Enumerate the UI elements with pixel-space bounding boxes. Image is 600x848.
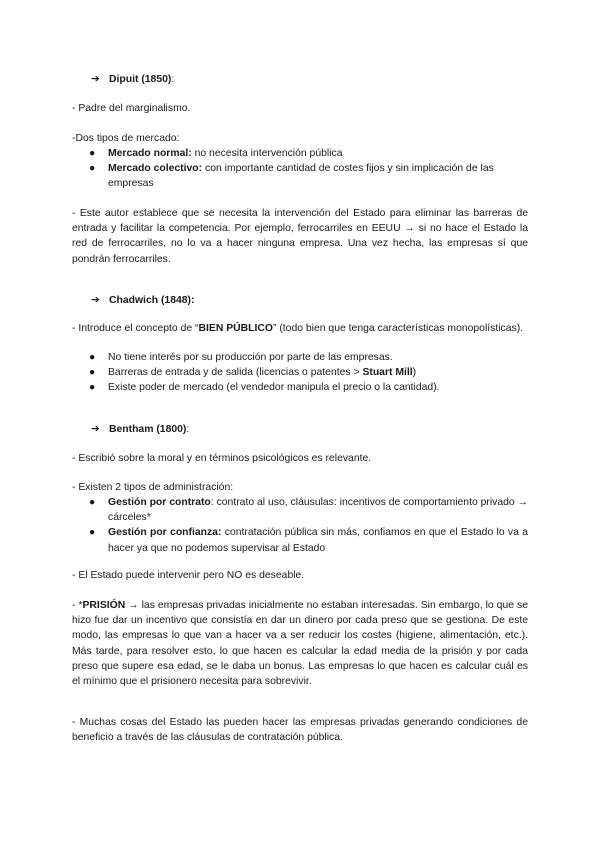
paragraph: - Escribió sobre la moral y en términos psicológicos es relevante. (72, 453, 372, 464)
list-item (72, 525, 528, 555)
item-text: ) (412, 367, 417, 379)
list-item (72, 495, 528, 525)
heading-suffix: : (186, 424, 190, 435)
definition: no necesita intervención pública (191, 148, 343, 159)
heading-name: Dipuit (1850) (109, 74, 172, 85)
list-item (72, 380, 528, 395)
arrow-icon: ➔ (91, 424, 100, 435)
heading-bentham (91, 422, 189, 437)
item-text: Barreras de entrada y de salida (licencias o patentes > (108, 367, 363, 379)
text: - Introduce el concepto de “ (72, 323, 199, 334)
list-item (72, 350, 528, 365)
definition: contratación pública sin más, confiamos en que el Estado lo va a hacer ya que no podemos supervisar al Estado (108, 527, 528, 554)
term: PRISIÓN (82, 600, 126, 611)
text: ” (todo bien que tenga características monopolísticas). (272, 323, 524, 334)
paragraph: - El Estado puede intervenir pero NO es deseable. (72, 570, 305, 581)
text: → las empresas privadas inicialmente no estaban interesadas. Sin embargo, lo que se hizo fue dar un incentivo que consistía en dar un dinero por cada preso que se gestiona. De este modo, las empresas lo que van a hacer va a ser reducir los costes (higiene, alimentación, etc.). Más tarde, para resolver esto, lo que hacen es calcular la edad media de la prisión y por cada preso que supere esa edad, se le daba un bonus. Las empresas lo que hacen es calcular cuál es el mínimo que el prisionero necesita para sobrevivir. (72, 600, 528, 688)
text: - * (72, 600, 83, 611)
heading-dipuit (91, 72, 174, 87)
term: Gestión por contrato (108, 497, 211, 508)
list-item (72, 146, 528, 161)
term: Mercado colectivo: (108, 163, 203, 175)
list-item (72, 161, 528, 191)
term: Gestión por confianza: (108, 527, 222, 539)
list-intro: - Existen 2 tipos de administración: (72, 482, 234, 493)
term: BIEN PÚBLICO (198, 323, 273, 334)
heading-chadwich (91, 293, 194, 308)
heading-name: Bentham (1800) (109, 424, 187, 435)
paragraph: - Muchas cosas del Estado las pueden hacer las empresas privadas generando condiciones de beneficio a través de las cláusulas de contratación pública. (72, 717, 528, 744)
paragraph-prison (72, 598, 528, 689)
definition: : contrato al uso, cláusulas: incentivos de comportamiento privado → cárceles* (108, 497, 529, 524)
bullet-icon: ● (89, 382, 96, 394)
bullet-icon: ● (89, 527, 96, 539)
definition: con importante cantidad de costes fijos y sin implicación de las empresas (108, 163, 494, 190)
bullet-icon: ● (89, 352, 96, 363)
bullet-list-market-types (72, 146, 528, 192)
bullet-icon: ● (89, 163, 96, 175)
bullet-icon: ● (89, 148, 96, 159)
arrow-icon: ➔ (91, 74, 100, 85)
heading-suffix: : (171, 74, 175, 85)
bullet-list-administration (72, 495, 528, 556)
bullet-icon: ● (89, 367, 96, 379)
item-text: Existe poder de mercado (el vendedor manipula el precio o la cantidad). (108, 382, 440, 394)
item-text: No tiene interés por su producción por parte de las empresas. (108, 352, 393, 363)
list-intro: -Dos tipos de mercado: (72, 133, 180, 144)
paragraph-public-good (72, 321, 528, 336)
term: Stuart Mill (362, 367, 413, 379)
paragraph: - Este autor establece que se necesita la intervención del Estado para eliminar las barreras de entrada y facilitar la competencia. Por ejemplo, ferrocarriles en EEUU → si no hace el Estado la red de ferrocarriles, no lo va a hacer ninguna empresa. Una vez hecha, las empresas sí que pondrán ferrocarriles. (72, 208, 528, 265)
paragraph: - Padre del marginalismo. (72, 103, 191, 114)
bullet-icon: ● (89, 497, 96, 508)
heading-name: Chadwich (1848): (109, 295, 195, 306)
term: Mercado normal: (108, 148, 192, 159)
list-item (72, 365, 528, 380)
arrow-icon: ➔ (91, 295, 100, 306)
bullet-list-public-good (72, 350, 528, 396)
